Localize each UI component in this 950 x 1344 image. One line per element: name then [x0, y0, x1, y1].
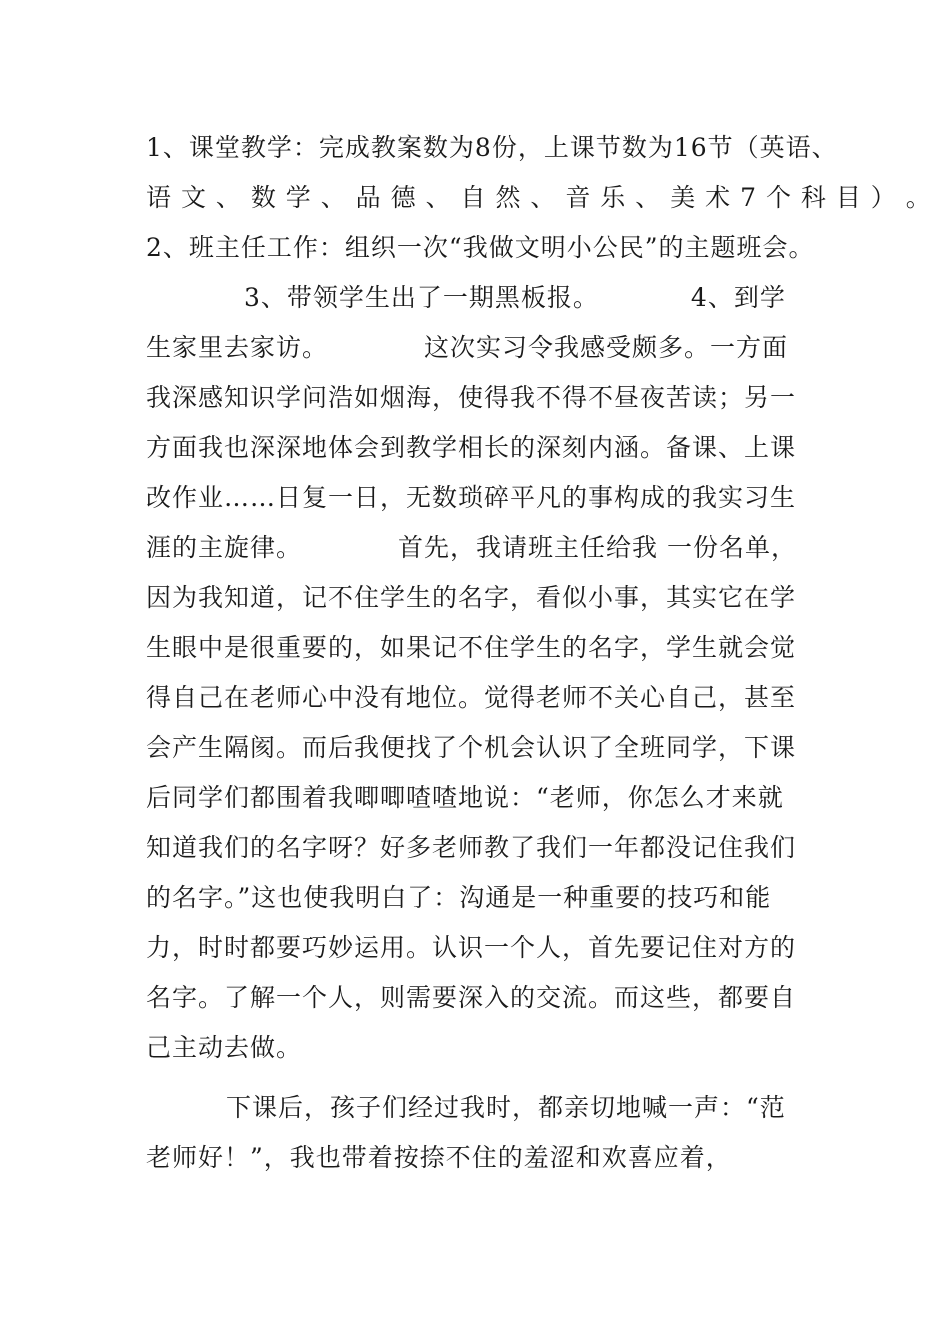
text-line-9-part-2: 首先，我请班主任给我 一份名单，	[398, 533, 797, 562]
text-line-2: 语 文 、 数 学 、 品 德 、 自 然 、 音 乐 、 美 术 7 个 科 目 ） 。	[146, 183, 932, 212]
text-line-4-part-2: 4、到学	[690, 283, 786, 312]
text-line-21: 老师好！”，我也带着按捺不住的羞涩和欢喜应着，	[146, 1143, 732, 1172]
text-line-5	[146, 330, 788, 366]
text-line-11: 生眼中是很重要的，如果记不住学生的名字，学生就会觉	[146, 633, 797, 662]
text-line-17: 力，时时都要巧妙运用。认识一个人，首先要记住对方的	[146, 933, 797, 962]
text-line-9-part-1: 涯的主旋律。	[146, 533, 303, 562]
text-line-19: 己主动去做。	[146, 1033, 303, 1062]
text-line-15: 知道我们的名字呀？好多老师教了我们一年都没记住我们	[146, 833, 797, 862]
text-line-5-part-2: 这次实习令我感受颇多。一方面	[424, 333, 789, 362]
text-line-4-part-1: 3、带领学生出了一期黑板报。	[244, 283, 599, 312]
text-line-5-part-1: 生家里去家访。	[146, 333, 329, 362]
text-line-16: 的名字。”这也使我明白了：沟通是一种重要的技巧和能	[146, 883, 772, 912]
text-line-8: 改作业……日复一日，无数琐碎平凡的事构成的我实习生	[146, 483, 797, 512]
text-line-6: 我深感知识学问浩如烟海，使得我不得不昼夜苦读；另一	[146, 383, 797, 412]
text-line-1: 1、课堂教学：完成教案数为8份，上课节数为16节（英语、	[146, 133, 838, 162]
text-line-9	[146, 530, 797, 566]
text-line-12: 得自己在老师心中没有地位。觉得老师不关心自己，甚至	[146, 683, 797, 712]
text-line-14: 后同学们都围着我唧唧喳喳地说：“老师，你怎么才来就	[146, 783, 784, 812]
text-line-20: 下课后，孩子们经过我时，都亲切地喊一声：“范	[226, 1093, 786, 1122]
text-line-3: 2、班主任工作：组织一次“我做文明小公民”的主题班会。	[146, 233, 815, 262]
text-line-10: 因为我知道，记不住学生的名字，看似小事，其实它在学	[146, 583, 797, 612]
text-line-4	[146, 280, 786, 316]
text-line-7: 方面我也深深地体会到教学相长的深刻内涵。备课、上课	[146, 433, 797, 462]
text-line-18: 名字。了解一个人，则需要深入的交流。而这些，都要自	[146, 983, 797, 1012]
text-line-13: 会产生隔阂。而后我便找了个机会认识了全班同学，下课	[146, 733, 797, 762]
